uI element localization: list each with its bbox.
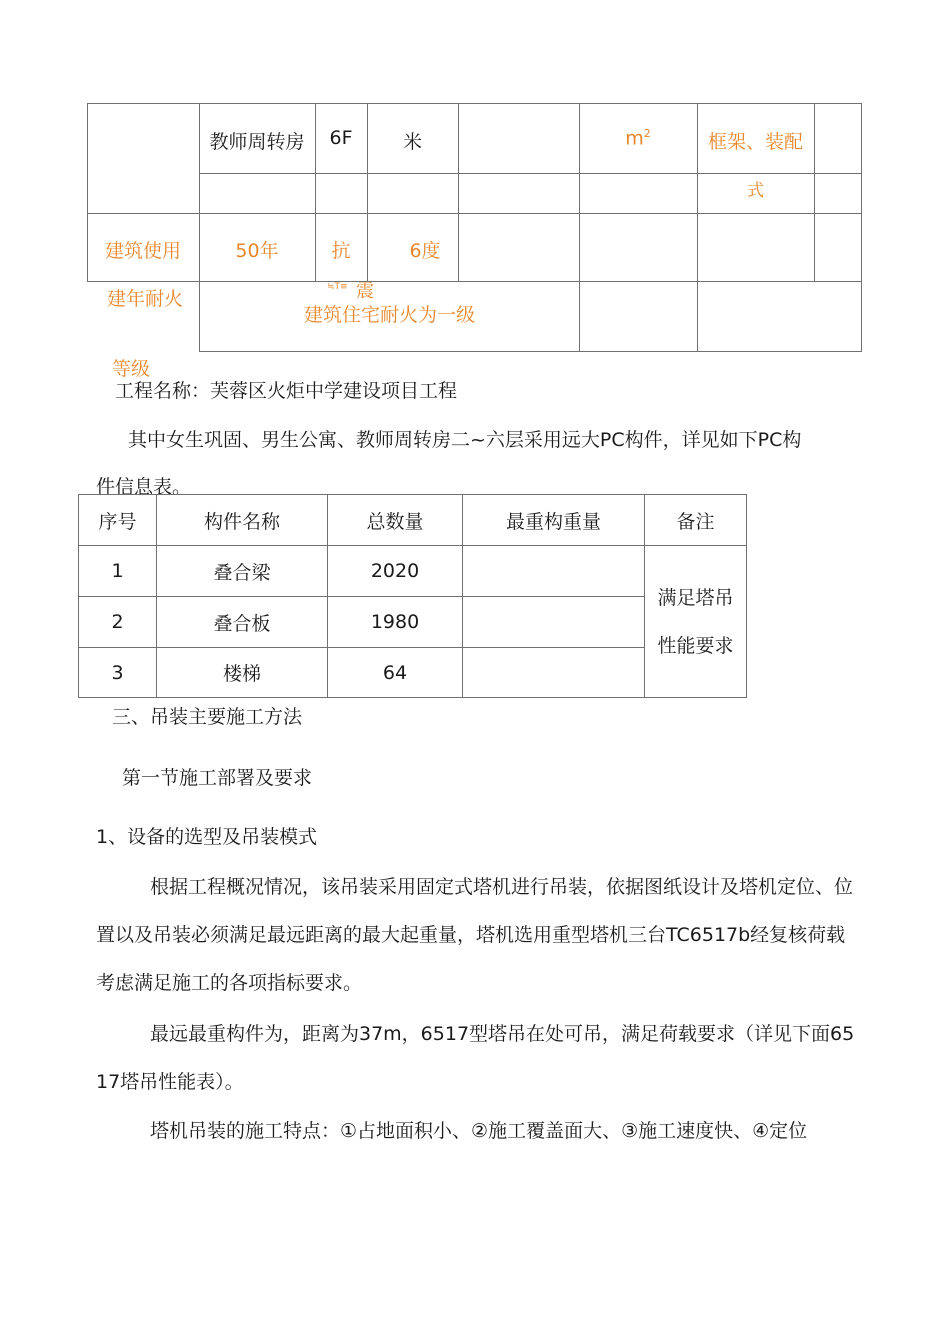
- fire-label-continued: 等级: [112, 358, 151, 380]
- row-number: 3: [79, 648, 157, 698]
- section-3-title: 三、吊装主要施工方法: [112, 706, 303, 728]
- structure-type-continued: 式: [747, 181, 764, 201]
- floors-cell: 6F: [329, 127, 353, 149]
- para-2-line-2: 17塔吊性能表）。: [96, 1071, 244, 1093]
- component-weight: [463, 648, 645, 698]
- table-line: [199, 173, 862, 174]
- seismic-small-mark: ≒T≡: [327, 282, 348, 292]
- table-header-row: [79, 495, 747, 546]
- area-unit-cell: $m^2$: [625, 127, 651, 150]
- intro-line-2: 件信息表。: [96, 476, 192, 498]
- component-name: 叠合梁: [157, 546, 328, 597]
- remark-line-1: 满足塔吊: [657, 586, 734, 609]
- remark-line-2: 性能要求: [657, 634, 734, 657]
- para-3-line-1: 塔机吊装的施工特点：①占地面积小、②施工覆盖面大、③施工速度快、④定位: [150, 1120, 808, 1142]
- usage-label-cell: 建筑使用: [104, 240, 181, 262]
- para-1-line-1: 根据工程概况情况，该吊装采用固定式塔机进行吊装，依据图纸设计及塔机定位、位: [150, 876, 854, 898]
- component-quantity: 64: [328, 648, 463, 698]
- fire-label-cell: 建年耐火: [107, 288, 184, 310]
- project-name: 工程名称：芙蓉区火炬中学建设项目工程: [115, 380, 458, 402]
- intro-line-1: 其中女生巩固、男生公寓、教师周转房二~六层采用远大PC构件，详见如下PC构: [128, 429, 802, 451]
- pc-component-table: [78, 494, 747, 698]
- table-line: [87, 213, 862, 214]
- section-1-title: 第一节施工部署及要求: [122, 767, 313, 789]
- header-cell: 最重构重量: [463, 495, 645, 546]
- table-row: [79, 546, 747, 597]
- structure-type-cell: 框架、装配: [707, 131, 803, 153]
- table-line: [87, 103, 862, 104]
- height-unit-cell: 米: [402, 131, 422, 153]
- seismic-degree-cell: 6度: [409, 240, 441, 262]
- header-cell: 构件名称: [157, 495, 328, 546]
- building-name-cell: 教师周转房: [209, 131, 305, 153]
- seismic-char: 震: [356, 281, 374, 302]
- component-weight: [463, 597, 645, 648]
- seismic-label-cell: 抗: [331, 240, 351, 262]
- component-quantity: 1980: [328, 597, 463, 648]
- row-number: 2: [79, 597, 157, 648]
- para-2-line-1: 最远最重构件为，距离为37m，6517型塔吊在处可吊，满足荷载要求（详见下面65: [150, 1023, 855, 1045]
- para-1-line-2: 置以及吊装必须满足最远距离的最大起重量，塔机选用重型塔机三台TC6517b经复核荷载: [96, 924, 846, 946]
- table-line: [87, 281, 862, 282]
- table-line: [199, 351, 862, 352]
- header-cell: 备注: [645, 495, 747, 546]
- header-cell: 序号: [79, 495, 157, 546]
- item-1-title: 1、设备的选型及吊装模式: [96, 826, 318, 848]
- usage-years-cell: 50年: [235, 240, 279, 262]
- table-line: [814, 103, 815, 281]
- table-line: [861, 103, 862, 352]
- component-weight: [463, 546, 645, 597]
- component-name: 楼梯: [157, 648, 328, 698]
- remark-cell: [645, 546, 747, 698]
- fire-rating-text: 建筑住宅耐火为一级: [304, 304, 476, 326]
- header-cell: 总数量: [328, 495, 463, 546]
- component-name: 叠合板: [157, 597, 328, 648]
- component-quantity: 2020: [328, 546, 463, 597]
- row-number: 1: [79, 546, 157, 597]
- para-1-line-3: 考虑满足施工的各项指标要求。: [96, 972, 363, 994]
